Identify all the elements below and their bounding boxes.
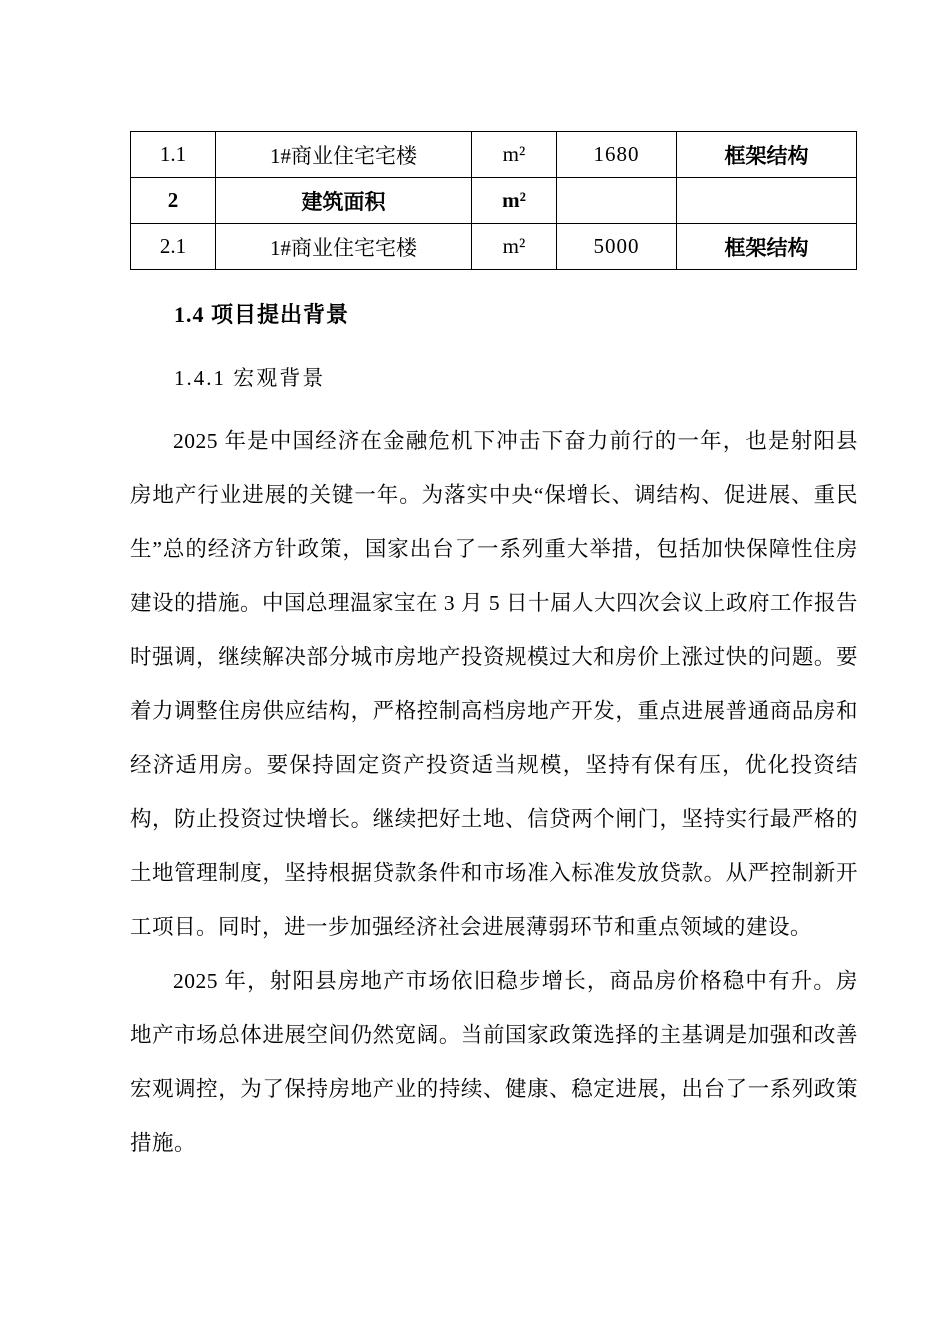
cell-unit: m² xyxy=(472,132,557,178)
cell-structure xyxy=(677,178,857,224)
subsection-heading: 1.4.1 宏观背景 xyxy=(174,366,326,390)
building-spec-table xyxy=(130,131,857,270)
section-heading: 1.4 项目提出背景 xyxy=(174,302,350,327)
cell-index: 2 xyxy=(131,178,216,224)
cell-value: 1680 xyxy=(557,132,677,178)
table-row xyxy=(131,178,857,224)
cell-unit: m² xyxy=(472,178,557,224)
table-row xyxy=(131,132,857,178)
cell-index: 1.1 xyxy=(131,132,216,178)
cell-value: 5000 xyxy=(557,224,677,270)
cell-name: 1#商业住宅宅楼 xyxy=(216,224,472,270)
body-text xyxy=(130,414,858,1170)
cell-structure: 框架结构 xyxy=(677,132,857,178)
paragraph-macro-background-1: 2025 年是中国经济在金融危机下冲击下奋力前行的一年，也是射阳县房地产行业进展的关键一年。为落实中央“保增长、调结构、促进展、重民生”总的经济方针政策，国家出台了一系列重大举措，包括加快保障性住房建设的措施。中国总理温家宝在 3 月 5 日十届人大四次会议上政府工作报告时强调，继续解决部分城市房地产投资规模过大和房价上涨过快的问题。要着力调整住房供应结构，严格控制高档房地产开发，重点进展普通商品房和经济适用房。要保持固定资产投资适当规模，坚持有保有压，优化投资结构，防止投资过快增长。继续把好土地、信贷两个闸门，坚持实行最严格的土地管理制度，坚持根据贷款条件和市场准入标准发放贷款。从严控制新开工项目。同时，进一步加强经济社会进展薄弱环节和重点领域的建设。 xyxy=(130,429,859,939)
cell-value xyxy=(557,178,677,224)
cell-name: 1#商业住宅宅楼 xyxy=(216,132,472,178)
table-row xyxy=(131,224,857,270)
cell-name: 建筑面积 xyxy=(216,178,472,224)
paragraph-macro-background-2: 2025 年，射阳县房地产市场依旧稳步增长，商品房价格稳中有升。房地产市场总体进展空间仍然宽阔。当前国家政策选择的主基调是加强和改善宏观调控，为了保持房地产业的持续、健康、稳定进展，出台了一系列政策措施。 xyxy=(130,969,858,1155)
cell-unit: m² xyxy=(472,224,557,270)
cell-index: 2.1 xyxy=(131,224,216,270)
cell-structure: 框架结构 xyxy=(677,224,857,270)
